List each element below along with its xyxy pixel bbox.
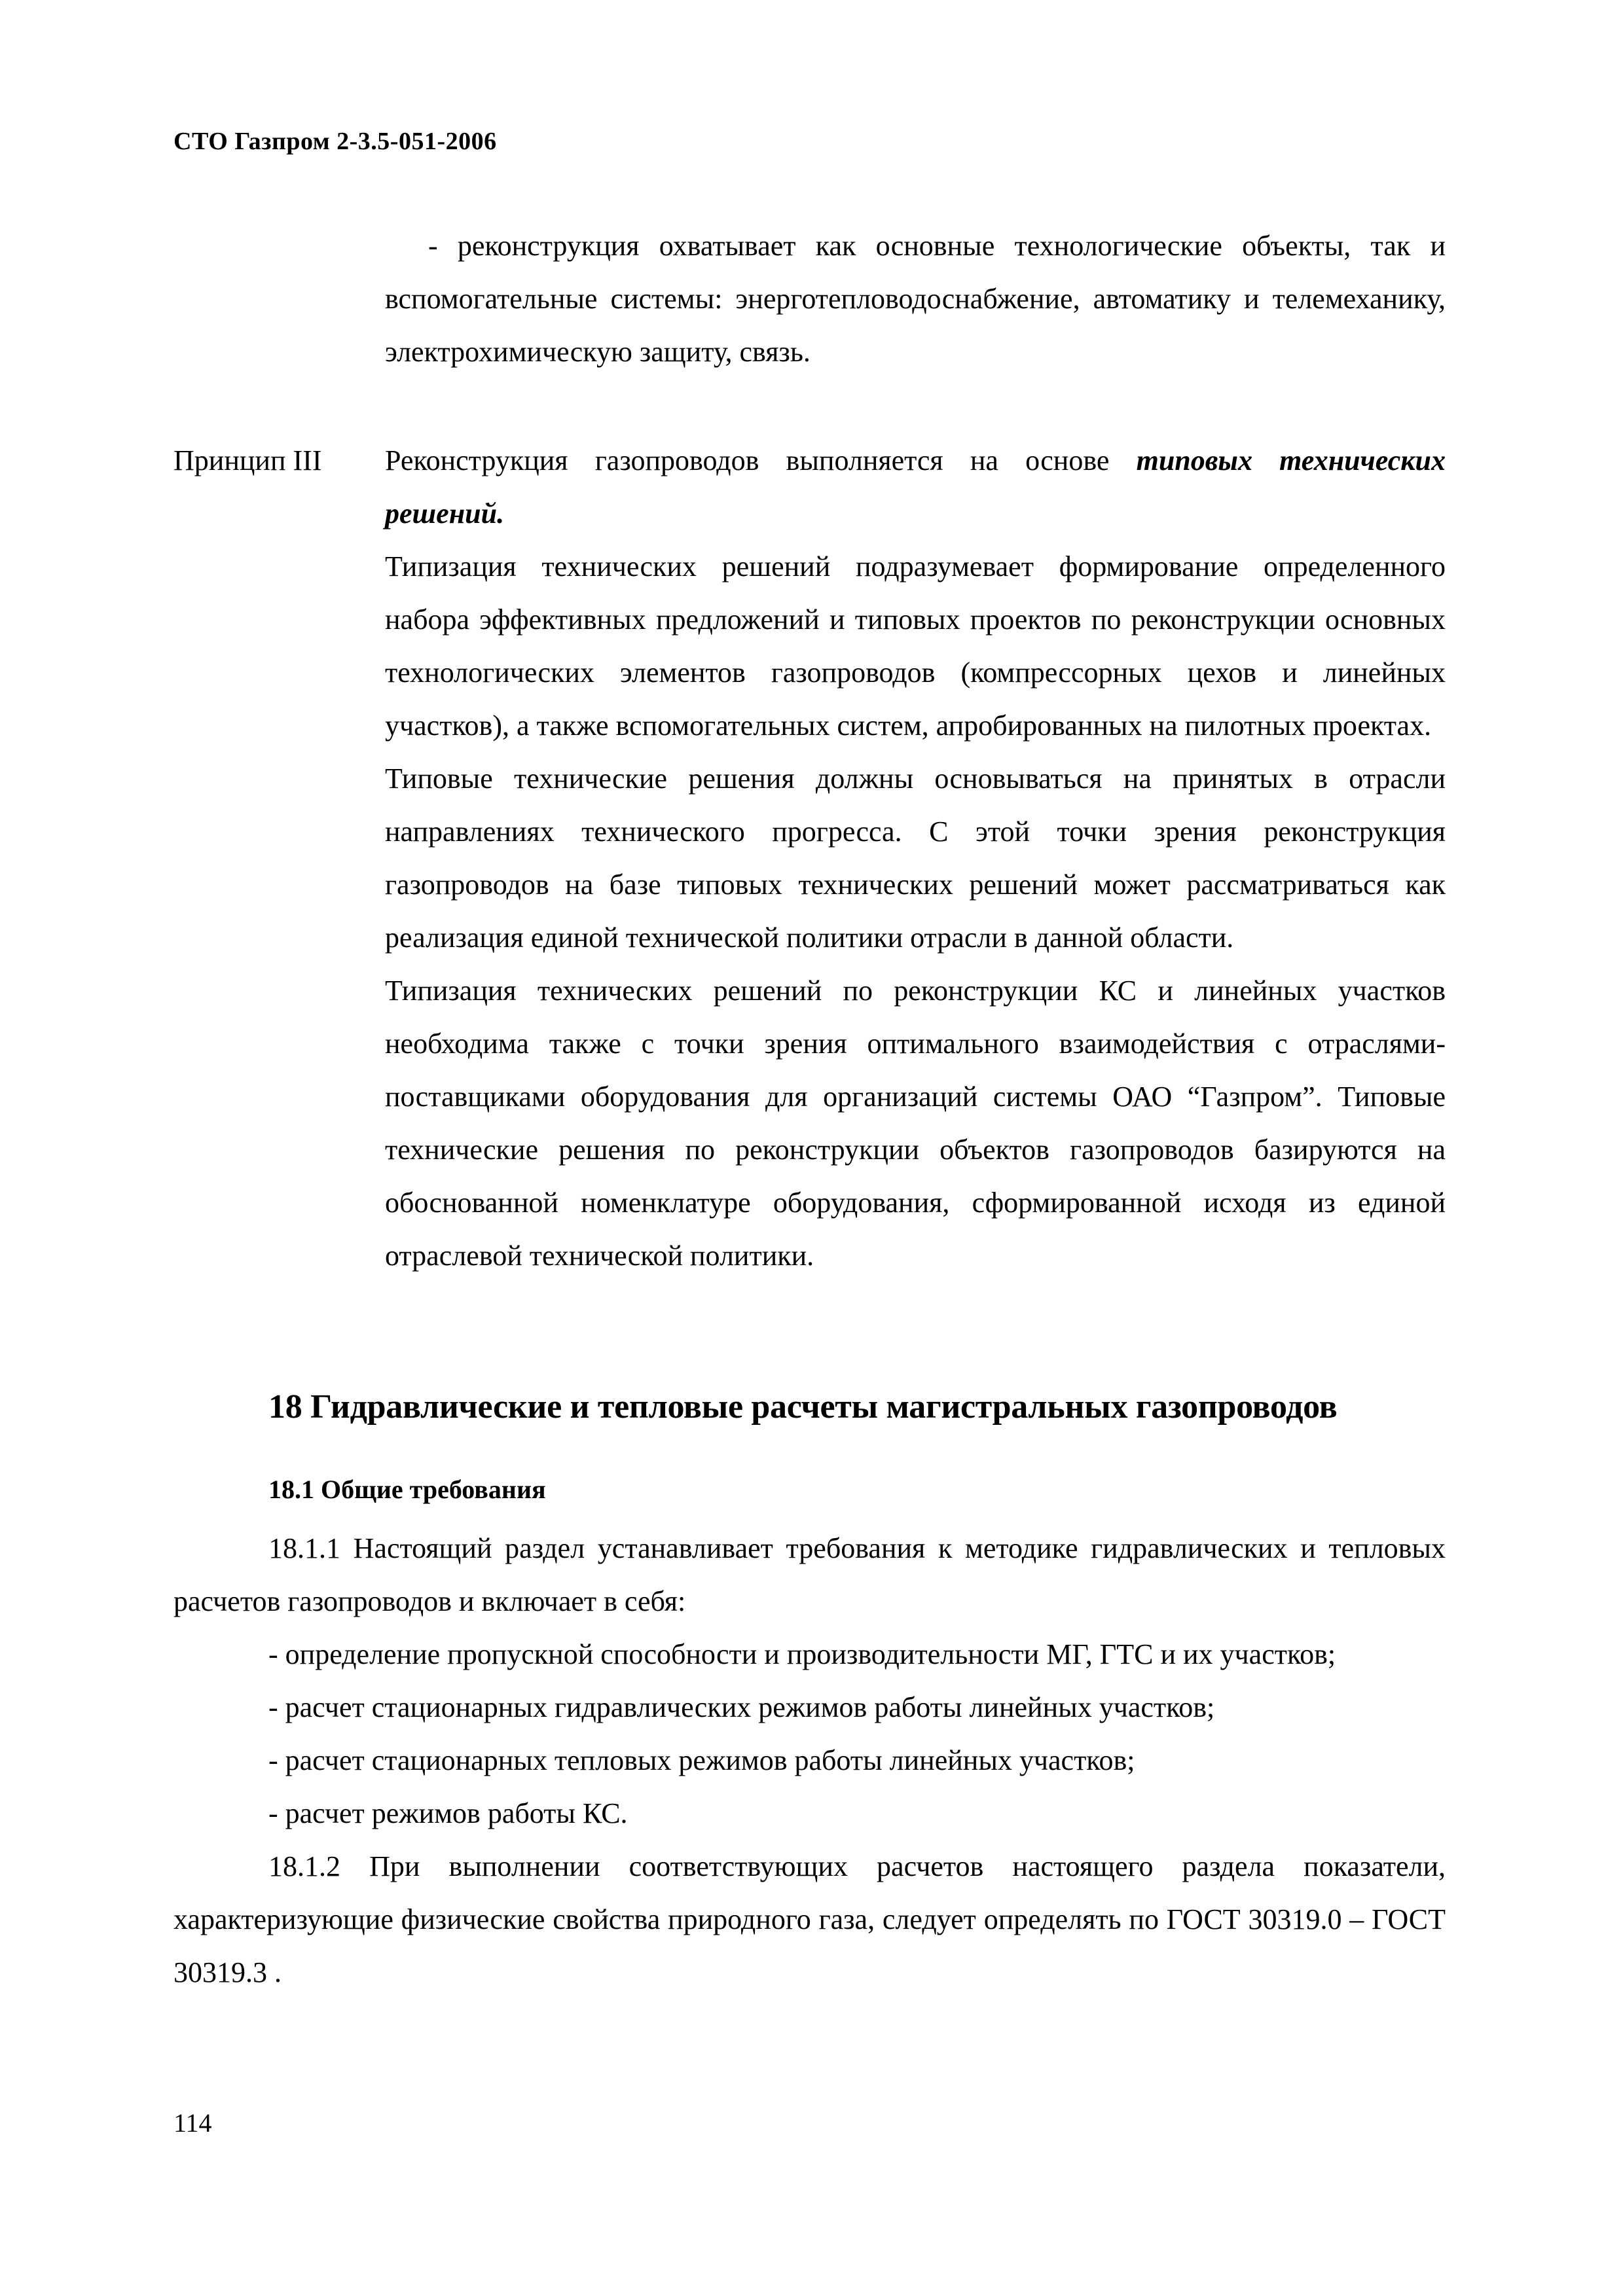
principle-paragraph: Типовые технические решения должны основываться на принятых в отрасли направлениях технического прогресса. С этой точки зрения реконструкция газопроводов на базе типовых технических решений может рассматриваться как реализация единой технической политики отрасли в данной области. bbox=[385, 762, 1446, 954]
list-item: - расчет стационарных гидравлических режимов работы линейных участков; bbox=[268, 1691, 1215, 1723]
principle-block bbox=[385, 434, 1446, 1282]
principle-label: Принцип III bbox=[173, 444, 322, 476]
page-number: 114 bbox=[173, 2108, 212, 2138]
principle-lead bbox=[385, 434, 1446, 540]
principle-lead-emphasis: типовых технических решений bbox=[385, 444, 1446, 529]
list-item: - расчет режимов работы КС. bbox=[268, 1797, 628, 1829]
list-item: - определение пропускной способности и производительности МГ, ГТС и их участков; bbox=[268, 1638, 1336, 1670]
principle-lead-end: . bbox=[497, 497, 505, 529]
subsection-title: 18.1 Общие требования bbox=[268, 1475, 546, 1504]
intro-block bbox=[385, 219, 1446, 378]
principle-paragraph: Типизация технических решений подразумевает формирование определенного набора эффективных предложений и типовых проектов по реконструкции основных технологических элементов газопроводов (компрессорных цехов и линейных участков), а также вспомогательных систем, апробированных на пилотных проектах. bbox=[385, 550, 1446, 742]
principle-paragraph: Типизация технических решений по реконструкции КС и линейных участков необходима также с точки зрения оптимального взаимодействия с отраслями-поставщиками оборудования для организаций системы ОАО “Газпром”. Типовые технические решения по реконструкции объектов газопроводов базируются на обоснованной номенклатуре оборудования, сформированной исходя из единой отраслевой технической политики. bbox=[385, 975, 1446, 1272]
section-paragraph: 18.1.2 При выполнении соответствующих расчетов настоящего раздела показатели, характеризующие физические свойства природного газа, следует определять по ГОСТ 30319.0 – ГОСТ 30319.3 . bbox=[173, 1850, 1446, 1988]
section-title: 18 Гидравлические и тепловые расчеты магистральных газопроводов bbox=[268, 1388, 1338, 1426]
section-paragraph: 18.1.1 Настоящий раздел устанавливает требования к методике гидравлических и тепловых расчетов газопроводов и включает в себя: bbox=[173, 1532, 1446, 1617]
section-body bbox=[173, 1522, 1446, 1999]
document-header: СТО Газпром 2-3.5-051-2006 bbox=[173, 128, 497, 155]
list-item: - расчет стационарных тепловых режимов работы линейных участков; bbox=[268, 1744, 1135, 1776]
principle-lead-text: Реконструкция газопроводов выполняется на основе bbox=[385, 444, 1137, 476]
intro-paragraph: - реконструкция охватывает как основные технологические объекты, так и вспомогательные системы: энерготепловодоснабжение, автоматику и телемеханику, электрохимическую защиту, связь. bbox=[385, 230, 1446, 368]
